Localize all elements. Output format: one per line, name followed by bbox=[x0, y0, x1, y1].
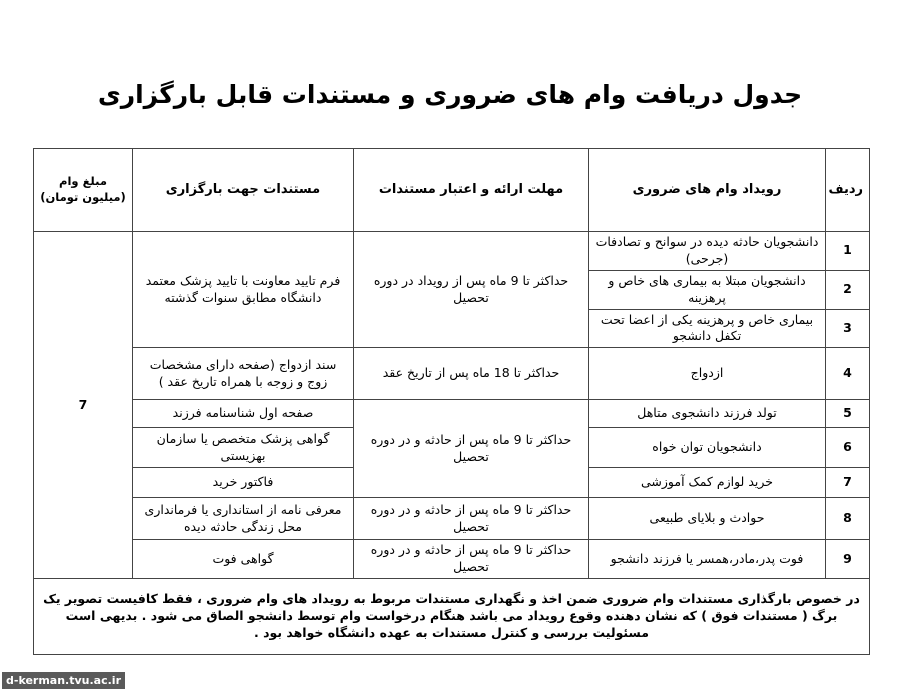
row-documents: معرفی نامه از استانداری یا فرمانداری محل زندگی حادثه دیده bbox=[133, 498, 354, 540]
row-number: 5 bbox=[826, 400, 870, 428]
row-deadline: حداکثر تا 9 ماه پس از رویداد در دوره تحصیل bbox=[354, 232, 589, 348]
row-event: فوت پدر،مادر،همسر یا فرزند دانشجو bbox=[589, 540, 826, 579]
row-deadline: حداکثر تا 9 ماه پس از حادثه و در دوره تحصیل bbox=[354, 400, 589, 498]
row-number: 7 bbox=[826, 468, 870, 498]
header-row-number: ردیف bbox=[826, 149, 870, 232]
loan-table bbox=[33, 148, 870, 655]
footer-url: d-kerman.tvu.ac.ir bbox=[2, 672, 125, 689]
page-title: جدول دریافت وام های ضروری و مستندات قابل بارگزاری bbox=[97, 80, 803, 109]
row-documents: فرم تایید معاونت با تایید پزشک معتمد دانشگاه مطابق سنوات گذشته bbox=[133, 232, 354, 348]
row-deadline: حداکثر تا 9 ماه پس از حادثه و در دوره تحصیل bbox=[354, 540, 589, 579]
row-event: بیماری خاص و پرهزینه یکی از اعضا تحت تکفل دانشجو bbox=[589, 309, 826, 348]
row-event: دانشجویان توان خواه bbox=[589, 428, 826, 468]
note-row bbox=[34, 579, 870, 655]
row-deadline: حداکثر تا 18 ماه پس از تاریخ عقد bbox=[354, 348, 589, 400]
row-documents: فاکتور خرید bbox=[133, 468, 354, 498]
header-event: رویداد وام های ضروری bbox=[589, 149, 826, 232]
row-documents: گواهی پزشک متخصص یا سازمان بهزیستی bbox=[133, 428, 354, 468]
row-number: 2 bbox=[826, 270, 870, 309]
header-deadline: مهلت ارائه و اعتبار مستندات bbox=[354, 149, 589, 232]
row-event: خرید لوازم کمک آموزشی bbox=[589, 468, 826, 498]
row-documents: صفحه اول شناسنامه فرزند bbox=[133, 400, 354, 428]
row-documents: گواهی فوت bbox=[133, 540, 354, 579]
loan-amount: 7 bbox=[34, 232, 133, 579]
header-documents: مستندات جهت بارگزاری bbox=[133, 149, 354, 232]
row-event: دانشجویان مبتلا به بیماری های خاص و پرهزینه bbox=[589, 270, 826, 309]
table-header-row bbox=[34, 149, 870, 232]
table-row bbox=[34, 400, 870, 428]
row-event: دانشجویان حادثه دیده در سوانح و تصادفات (جرحی) bbox=[589, 232, 826, 271]
row-number: 6 bbox=[826, 428, 870, 468]
note-text: در خصوص بارگذاری مستندات وام ضروری ضمن اخذ و نگهداری مستندات مربوط به رویداد های وام ضروری ، فقط کافیست تصویر یک برگ ( مستندات فوق ) که نشان دهنده وقوع رویداد می باشد هنگام درخواست وام توسط دانشجو الصاق می شود . بدیهی است مسئولیت بررسی و کنترل مستندات به عهده دانشگاه خواهد بود . bbox=[34, 579, 870, 655]
table-row bbox=[34, 540, 870, 579]
row-number: 3 bbox=[826, 309, 870, 348]
row-event: تولد فرزند دانشجوی متاهل bbox=[589, 400, 826, 428]
table-row bbox=[34, 498, 870, 540]
row-number: 1 bbox=[826, 232, 870, 271]
header-amount: مبلغ وام (میلیون تومان) bbox=[34, 149, 133, 232]
row-event: ازدواج bbox=[589, 348, 826, 400]
row-number: 9 bbox=[826, 540, 870, 579]
row-number: 8 bbox=[826, 498, 870, 540]
table-row bbox=[34, 232, 870, 271]
row-documents: سند ازدواج (صفحه دارای مشخصات زوج و زوجه با همراه تاریخ عقد ) bbox=[133, 348, 354, 400]
row-number: 4 bbox=[826, 348, 870, 400]
row-deadline: حداکثر تا 9 ماه پس از حادثه و در دوره تحصیل bbox=[354, 498, 589, 540]
table-row bbox=[34, 348, 870, 400]
row-event: حوادث و بلایای طبیعی bbox=[589, 498, 826, 540]
